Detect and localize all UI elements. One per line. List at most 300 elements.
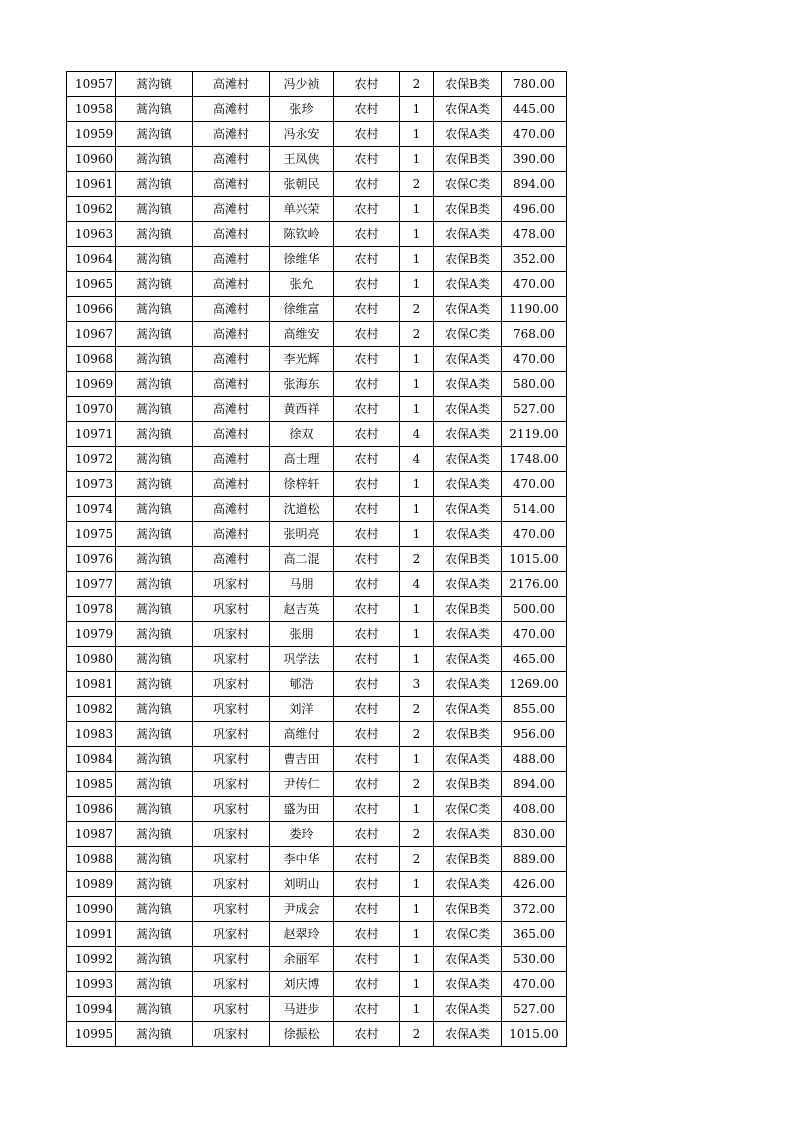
town-cell: 蒿沟镇 — [116, 497, 193, 522]
insurance-category-cell: 农保A类 — [434, 747, 502, 772]
village-cell: 高滩村 — [193, 447, 270, 472]
record-id-cell: 10965 — [67, 272, 116, 297]
record-id-cell: 10957 — [67, 72, 116, 97]
town-cell: 蒿沟镇 — [116, 972, 193, 997]
household-type-cell: 农村 — [334, 372, 400, 397]
table-row — [67, 947, 567, 972]
table-row — [67, 472, 567, 497]
village-cell: 巩家村 — [193, 872, 270, 897]
amount-cell: 1269.00 — [502, 672, 567, 697]
person-name-cell: 刘明山 — [270, 872, 334, 897]
person-name-cell: 张允 — [270, 272, 334, 297]
amount-cell: 527.00 — [502, 997, 567, 1022]
member-count-cell: 1 — [400, 147, 434, 172]
village-cell: 高滩村 — [193, 372, 270, 397]
table-row — [67, 422, 567, 447]
member-count-cell: 2 — [400, 847, 434, 872]
amount-cell: 445.00 — [502, 97, 567, 122]
data-table — [66, 71, 567, 1047]
record-id-cell: 10972 — [67, 447, 116, 472]
household-type-cell: 农村 — [334, 272, 400, 297]
person-name-cell: 赵吉英 — [270, 597, 334, 622]
amount-cell: 780.00 — [502, 72, 567, 97]
town-cell: 蒿沟镇 — [116, 847, 193, 872]
insurance-category-cell: 农保B类 — [434, 897, 502, 922]
household-type-cell: 农村 — [334, 122, 400, 147]
amount-cell: 470.00 — [502, 347, 567, 372]
amount-cell: 365.00 — [502, 922, 567, 947]
household-type-cell: 农村 — [334, 772, 400, 797]
table-row — [67, 622, 567, 647]
town-cell: 蒿沟镇 — [116, 622, 193, 647]
member-count-cell: 1 — [400, 997, 434, 1022]
household-type-cell: 农村 — [334, 622, 400, 647]
member-count-cell: 1 — [400, 947, 434, 972]
insurance-category-cell: 农保A类 — [434, 947, 502, 972]
insurance-category-cell: 农保B类 — [434, 197, 502, 222]
person-name-cell: 巩学法 — [270, 647, 334, 672]
household-type-cell: 农村 — [334, 697, 400, 722]
household-type-cell: 农村 — [334, 472, 400, 497]
town-cell: 蒿沟镇 — [116, 872, 193, 897]
table-row — [67, 722, 567, 747]
person-name-cell: 余丽军 — [270, 947, 334, 972]
household-type-cell: 农村 — [334, 572, 400, 597]
table-row — [67, 297, 567, 322]
village-cell: 高滩村 — [193, 422, 270, 447]
record-id-cell: 10986 — [67, 797, 116, 822]
person-name-cell: 刘洋 — [270, 697, 334, 722]
record-id-cell: 10988 — [67, 847, 116, 872]
record-id-cell: 10978 — [67, 597, 116, 622]
village-cell: 巩家村 — [193, 672, 270, 697]
table-row — [67, 897, 567, 922]
person-name-cell: 刘庆博 — [270, 972, 334, 997]
table-row — [67, 647, 567, 672]
village-cell: 高滩村 — [193, 172, 270, 197]
town-cell: 蒿沟镇 — [116, 897, 193, 922]
member-count-cell: 2 — [400, 722, 434, 747]
village-cell: 巩家村 — [193, 997, 270, 1022]
village-cell: 巩家村 — [193, 1022, 270, 1047]
household-type-cell: 农村 — [334, 1022, 400, 1047]
table-row — [67, 122, 567, 147]
household-type-cell: 农村 — [334, 597, 400, 622]
member-count-cell: 1 — [400, 372, 434, 397]
amount-cell: 352.00 — [502, 247, 567, 272]
amount-cell: 768.00 — [502, 322, 567, 347]
member-count-cell: 1 — [400, 922, 434, 947]
household-type-cell: 农村 — [334, 672, 400, 697]
insurance-category-cell: 农保C类 — [434, 172, 502, 197]
insurance-category-cell: 农保B类 — [434, 72, 502, 97]
insurance-category-cell: 农保A类 — [434, 622, 502, 647]
record-id-cell: 10994 — [67, 997, 116, 1022]
village-cell: 高滩村 — [193, 347, 270, 372]
household-type-cell: 农村 — [334, 972, 400, 997]
household-type-cell: 农村 — [334, 747, 400, 772]
member-count-cell: 3 — [400, 672, 434, 697]
insurance-category-cell: 农保C类 — [434, 322, 502, 347]
member-count-cell: 1 — [400, 222, 434, 247]
member-count-cell: 2 — [400, 547, 434, 572]
insurance-category-cell: 农保B类 — [434, 722, 502, 747]
amount-cell: 894.00 — [502, 772, 567, 797]
village-cell: 巩家村 — [193, 772, 270, 797]
household-type-cell: 农村 — [334, 647, 400, 672]
person-name-cell: 张珍 — [270, 97, 334, 122]
amount-cell: 470.00 — [502, 272, 567, 297]
town-cell: 蒿沟镇 — [116, 797, 193, 822]
town-cell: 蒿沟镇 — [116, 522, 193, 547]
person-name-cell: 冯永安 — [270, 122, 334, 147]
amount-cell: 894.00 — [502, 172, 567, 197]
member-count-cell: 1 — [400, 397, 434, 422]
person-name-cell: 徐维华 — [270, 247, 334, 272]
table-row — [67, 372, 567, 397]
village-cell: 巩家村 — [193, 797, 270, 822]
table-row — [67, 672, 567, 697]
member-count-cell: 1 — [400, 797, 434, 822]
household-type-cell: 农村 — [334, 997, 400, 1022]
member-count-cell: 2 — [400, 772, 434, 797]
village-cell: 巩家村 — [193, 722, 270, 747]
household-type-cell: 农村 — [334, 522, 400, 547]
village-cell: 高滩村 — [193, 247, 270, 272]
town-cell: 蒿沟镇 — [116, 572, 193, 597]
town-cell: 蒿沟镇 — [116, 347, 193, 372]
insurance-category-cell: 农保A类 — [434, 672, 502, 697]
table-body — [67, 72, 567, 1047]
insurance-category-cell: 农保A类 — [434, 422, 502, 447]
member-count-cell: 1 — [400, 872, 434, 897]
record-id-cell: 10968 — [67, 347, 116, 372]
person-name-cell: 李光辉 — [270, 347, 334, 372]
member-count-cell: 1 — [400, 647, 434, 672]
household-type-cell: 农村 — [334, 497, 400, 522]
village-cell: 巩家村 — [193, 647, 270, 672]
member-count-cell: 1 — [400, 897, 434, 922]
person-name-cell: 王凤侠 — [270, 147, 334, 172]
town-cell: 蒿沟镇 — [116, 997, 193, 1022]
record-id-cell: 10993 — [67, 972, 116, 997]
insurance-category-cell: 农保A类 — [434, 122, 502, 147]
town-cell: 蒿沟镇 — [116, 397, 193, 422]
table-row — [67, 247, 567, 272]
person-name-cell: 徐维富 — [270, 297, 334, 322]
amount-cell: 2119.00 — [502, 422, 567, 447]
person-name-cell: 盛为田 — [270, 797, 334, 822]
village-cell: 巩家村 — [193, 897, 270, 922]
insurance-category-cell: 农保C类 — [434, 797, 502, 822]
insurance-category-cell: 农保A类 — [434, 97, 502, 122]
person-name-cell: 冯少祯 — [270, 72, 334, 97]
insurance-category-cell: 农保B类 — [434, 147, 502, 172]
table-row — [67, 972, 567, 997]
insurance-category-cell: 农保A类 — [434, 972, 502, 997]
town-cell: 蒿沟镇 — [116, 72, 193, 97]
member-count-cell: 1 — [400, 972, 434, 997]
village-cell: 高滩村 — [193, 272, 270, 297]
insurance-category-cell: 农保B类 — [434, 547, 502, 572]
member-count-cell: 2 — [400, 822, 434, 847]
record-id-cell: 10964 — [67, 247, 116, 272]
town-cell: 蒿沟镇 — [116, 222, 193, 247]
amount-cell: 470.00 — [502, 472, 567, 497]
household-type-cell: 农村 — [334, 222, 400, 247]
town-cell: 蒿沟镇 — [116, 672, 193, 697]
person-name-cell: 单兴荣 — [270, 197, 334, 222]
village-cell: 高滩村 — [193, 72, 270, 97]
person-name-cell: 马朋 — [270, 572, 334, 597]
member-count-cell: 2 — [400, 297, 434, 322]
record-id-cell: 10976 — [67, 547, 116, 572]
member-count-cell: 1 — [400, 497, 434, 522]
member-count-cell: 1 — [400, 197, 434, 222]
household-type-cell: 农村 — [334, 297, 400, 322]
amount-cell: 1748.00 — [502, 447, 567, 472]
record-id-cell: 10973 — [67, 472, 116, 497]
village-cell: 高滩村 — [193, 497, 270, 522]
member-count-cell: 1 — [400, 622, 434, 647]
table-row — [67, 272, 567, 297]
amount-cell: 408.00 — [502, 797, 567, 822]
household-type-cell: 农村 — [334, 147, 400, 172]
town-cell: 蒿沟镇 — [116, 447, 193, 472]
amount-cell: 855.00 — [502, 697, 567, 722]
record-id-cell: 10958 — [67, 97, 116, 122]
amount-cell: 465.00 — [502, 647, 567, 672]
household-type-cell: 农村 — [334, 422, 400, 447]
amount-cell: 496.00 — [502, 197, 567, 222]
table-row — [67, 597, 567, 622]
insurance-category-cell: 农保B类 — [434, 772, 502, 797]
table-row — [67, 522, 567, 547]
member-count-cell: 2 — [400, 172, 434, 197]
household-type-cell: 农村 — [334, 347, 400, 372]
insurance-category-cell: 农保A类 — [434, 497, 502, 522]
insurance-category-cell: 农保A类 — [434, 697, 502, 722]
table-row — [67, 497, 567, 522]
town-cell: 蒿沟镇 — [116, 122, 193, 147]
household-type-cell: 农村 — [334, 897, 400, 922]
member-count-cell: 1 — [400, 272, 434, 297]
town-cell: 蒿沟镇 — [116, 1022, 193, 1047]
person-name-cell: 郇浩 — [270, 672, 334, 697]
town-cell: 蒿沟镇 — [116, 147, 193, 172]
person-name-cell: 娄玲 — [270, 822, 334, 847]
table-row — [67, 222, 567, 247]
insurance-category-cell: 农保A类 — [434, 447, 502, 472]
amount-cell: 500.00 — [502, 597, 567, 622]
village-cell: 巩家村 — [193, 847, 270, 872]
village-cell: 高滩村 — [193, 97, 270, 122]
household-type-cell: 农村 — [334, 322, 400, 347]
member-count-cell: 1 — [400, 122, 434, 147]
record-id-cell: 10961 — [67, 172, 116, 197]
table-row — [67, 1022, 567, 1047]
town-cell: 蒿沟镇 — [116, 197, 193, 222]
insurance-category-cell: 农保A类 — [434, 222, 502, 247]
member-count-cell: 1 — [400, 97, 434, 122]
village-cell: 高滩村 — [193, 522, 270, 547]
amount-cell: 470.00 — [502, 972, 567, 997]
record-id-cell: 10962 — [67, 197, 116, 222]
insurance-category-cell: 农保A类 — [434, 997, 502, 1022]
record-id-cell: 10960 — [67, 147, 116, 172]
amount-cell: 426.00 — [502, 872, 567, 897]
insurance-category-cell: 农保A类 — [434, 297, 502, 322]
insurance-category-cell: 农保C类 — [434, 922, 502, 947]
town-cell: 蒿沟镇 — [116, 472, 193, 497]
town-cell: 蒿沟镇 — [116, 922, 193, 947]
person-name-cell: 尹成会 — [270, 897, 334, 922]
record-id-cell: 10983 — [67, 722, 116, 747]
town-cell: 蒿沟镇 — [116, 372, 193, 397]
insurance-category-cell: 农保A类 — [434, 822, 502, 847]
record-id-cell: 10974 — [67, 497, 116, 522]
village-cell: 高滩村 — [193, 147, 270, 172]
record-id-cell: 10975 — [67, 522, 116, 547]
amount-cell: 889.00 — [502, 847, 567, 872]
village-cell: 高滩村 — [193, 122, 270, 147]
member-count-cell: 1 — [400, 747, 434, 772]
amount-cell: 956.00 — [502, 722, 567, 747]
amount-cell: 1015.00 — [502, 547, 567, 572]
member-count-cell: 4 — [400, 447, 434, 472]
household-type-cell: 农村 — [334, 797, 400, 822]
record-id-cell: 10982 — [67, 697, 116, 722]
record-id-cell: 10970 — [67, 397, 116, 422]
household-type-cell: 农村 — [334, 247, 400, 272]
person-name-cell: 赵翠玲 — [270, 922, 334, 947]
household-type-cell: 农村 — [334, 197, 400, 222]
person-name-cell: 尹传仁 — [270, 772, 334, 797]
table-row — [67, 347, 567, 372]
household-type-cell: 农村 — [334, 947, 400, 972]
record-id-cell: 10992 — [67, 947, 116, 972]
table-row — [67, 197, 567, 222]
town-cell: 蒿沟镇 — [116, 322, 193, 347]
person-name-cell: 高二混 — [270, 547, 334, 572]
household-type-cell: 农村 — [334, 397, 400, 422]
record-id-cell: 10971 — [67, 422, 116, 447]
person-name-cell: 张明亮 — [270, 522, 334, 547]
member-count-cell: 2 — [400, 1022, 434, 1047]
town-cell: 蒿沟镇 — [116, 822, 193, 847]
record-id-cell: 10966 — [67, 297, 116, 322]
table-row — [67, 447, 567, 472]
person-name-cell: 徐梓轩 — [270, 472, 334, 497]
insurance-category-cell: 农保A类 — [434, 1022, 502, 1047]
village-cell: 巩家村 — [193, 947, 270, 972]
village-cell: 高滩村 — [193, 197, 270, 222]
household-type-cell: 农村 — [334, 172, 400, 197]
village-cell: 高滩村 — [193, 297, 270, 322]
member-count-cell: 2 — [400, 697, 434, 722]
person-name-cell: 曹吉田 — [270, 747, 334, 772]
amount-cell: 580.00 — [502, 372, 567, 397]
person-name-cell: 陈钦岭 — [270, 222, 334, 247]
town-cell: 蒿沟镇 — [116, 947, 193, 972]
member-count-cell: 1 — [400, 247, 434, 272]
amount-cell: 470.00 — [502, 622, 567, 647]
town-cell: 蒿沟镇 — [116, 697, 193, 722]
insurance-category-cell: 农保B类 — [434, 597, 502, 622]
amount-cell: 488.00 — [502, 747, 567, 772]
person-name-cell: 黄西祥 — [270, 397, 334, 422]
village-cell: 高滩村 — [193, 472, 270, 497]
village-cell: 巩家村 — [193, 822, 270, 847]
insurance-category-cell: 农保A类 — [434, 872, 502, 897]
person-name-cell: 张朝民 — [270, 172, 334, 197]
village-cell: 巩家村 — [193, 747, 270, 772]
person-name-cell: 沈道松 — [270, 497, 334, 522]
village-cell: 高滩村 — [193, 547, 270, 572]
member-count-cell: 1 — [400, 347, 434, 372]
household-type-cell: 农村 — [334, 922, 400, 947]
record-id-cell: 10991 — [67, 922, 116, 947]
member-count-cell: 2 — [400, 72, 434, 97]
amount-cell: 530.00 — [502, 947, 567, 972]
record-id-cell: 10959 — [67, 122, 116, 147]
town-cell: 蒿沟镇 — [116, 172, 193, 197]
town-cell: 蒿沟镇 — [116, 297, 193, 322]
insurance-category-cell: 农保A类 — [434, 397, 502, 422]
town-cell: 蒿沟镇 — [116, 97, 193, 122]
record-id-cell: 10979 — [67, 622, 116, 647]
household-type-cell: 农村 — [334, 822, 400, 847]
person-name-cell: 马进步 — [270, 997, 334, 1022]
member-count-cell: 4 — [400, 572, 434, 597]
insurance-category-cell: 农保A类 — [434, 472, 502, 497]
insurance-category-cell: 农保A类 — [434, 522, 502, 547]
record-id-cell: 10995 — [67, 1022, 116, 1047]
amount-cell: 830.00 — [502, 822, 567, 847]
record-id-cell: 10985 — [67, 772, 116, 797]
record-id-cell: 10967 — [67, 322, 116, 347]
village-cell: 巩家村 — [193, 922, 270, 947]
village-cell: 高滩村 — [193, 397, 270, 422]
insurance-category-cell: 农保A类 — [434, 347, 502, 372]
table-row — [67, 172, 567, 197]
table-row — [67, 822, 567, 847]
table-row — [67, 322, 567, 347]
table-row — [67, 747, 567, 772]
household-type-cell: 农村 — [334, 547, 400, 572]
insurance-category-cell: 农保A类 — [434, 647, 502, 672]
table-row — [67, 147, 567, 172]
table-row — [67, 397, 567, 422]
person-name-cell: 张朋 — [270, 622, 334, 647]
table-row — [67, 997, 567, 1022]
record-id-cell: 10989 — [67, 872, 116, 897]
table-row — [67, 847, 567, 872]
person-name-cell: 李中华 — [270, 847, 334, 872]
insurance-category-cell: 农保A类 — [434, 572, 502, 597]
table-row — [67, 72, 567, 97]
amount-cell: 1190.00 — [502, 297, 567, 322]
insurance-category-cell: 农保B类 — [434, 847, 502, 872]
person-name-cell: 高维付 — [270, 722, 334, 747]
table-row — [67, 97, 567, 122]
household-type-cell: 农村 — [334, 872, 400, 897]
amount-cell: 390.00 — [502, 147, 567, 172]
village-cell: 高滩村 — [193, 222, 270, 247]
village-cell: 巩家村 — [193, 622, 270, 647]
household-type-cell: 农村 — [334, 847, 400, 872]
member-count-cell: 1 — [400, 522, 434, 547]
